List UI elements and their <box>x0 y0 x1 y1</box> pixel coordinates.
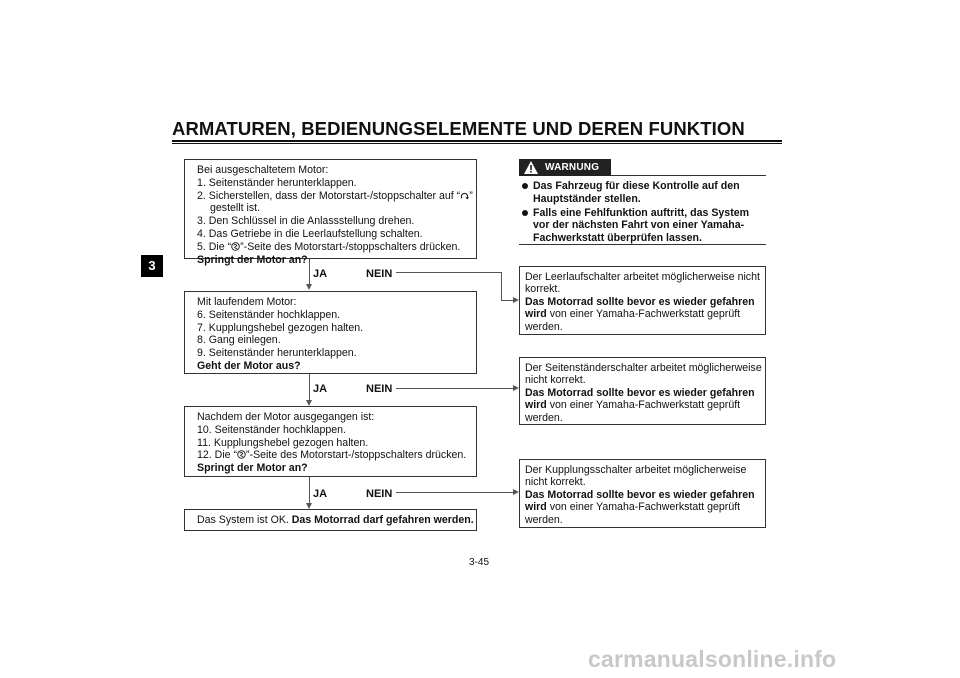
result-line: Der Kupplungsschalter arbeitet möglicherweise <box>525 464 747 476</box>
no-connector <box>396 388 513 389</box>
step2-box <box>184 291 477 374</box>
step1-line: gestellt ist. <box>210 202 261 215</box>
title-rule-thin <box>172 143 782 144</box>
step2-line: 9. Seitenständer herunterklappen. <box>197 347 357 360</box>
warning-badge <box>519 159 611 176</box>
engine-run-icon <box>460 191 469 200</box>
flow-arrow-down <box>309 259 310 284</box>
page-title: ARMATUREN, BEDIENUNGSELEMENTE UND DEREN FUNKTION <box>172 118 745 139</box>
result-line: werden. <box>525 320 563 333</box>
warning-list <box>521 180 766 246</box>
start-button-icon <box>231 242 240 251</box>
bullet-icon <box>522 183 528 189</box>
result-line: wird von einer Yamaha-Fachwerkstatt geprüft <box>525 308 741 321</box>
arrowhead-down-icon <box>306 284 312 290</box>
warning-triangle-icon <box>523 160 539 175</box>
no-connector <box>501 300 513 301</box>
step1-line: 5. Die “ ”-Seite des Motorstart-/stoppschalters drücken. <box>197 240 461 253</box>
warning-bottom-rule <box>519 244 766 245</box>
step1-line: Bei ausgeschaltetem Motor: <box>197 164 329 176</box>
result-line: nicht korrekt. <box>525 374 586 387</box>
step3-line: 10. Seitenständer hochklappen. <box>197 423 347 436</box>
result-line: Der Leerlaufschalter arbeitet möglicherweise nicht <box>525 271 760 283</box>
watermark: carmanualsonline.info <box>588 646 837 672</box>
flow-arrow-down <box>309 477 310 503</box>
result-box-sidestand-switch <box>519 357 766 425</box>
warning-top-rule <box>611 175 766 176</box>
yes-label: JA <box>313 268 328 280</box>
start-button-icon <box>237 450 246 459</box>
step3-question: Springt der Motor an? <box>197 462 308 475</box>
warning-item: Falls eine Fehlfunktion auftritt, das System vor der nächsten Fahrt von einer Yamaha-Fachwerkstatt überprüfen lassen. <box>521 207 766 245</box>
result-emphasis: Das Motorrad sollte bevor es wieder gefahren <box>525 386 755 399</box>
step1-line: 2. Sicherstellen, dass der Motorstart-/stoppschalter auf “ ” <box>197 189 473 202</box>
step2-line: 6. Seitenständer hochklappen. <box>197 308 341 321</box>
result-emphasis: Das Motorrad sollte bevor es wieder gefahren <box>525 295 755 308</box>
flow-arrow-down <box>309 374 310 400</box>
result-emphasis: Das Motorrad sollte bevor es wieder gefahren <box>525 488 755 501</box>
result-line: werden. <box>525 411 563 424</box>
no-label: NEIN <box>366 383 393 395</box>
result-line: wird von einer Yamaha-Fachwerkstatt geprüft <box>525 501 741 514</box>
step1-line: 4. Das Getriebe in die Leerlaufstellung schalten. <box>197 227 423 240</box>
final-box <box>184 509 477 531</box>
yes-label: JA <box>313 488 328 500</box>
result-line: nicht korrekt. <box>525 476 586 489</box>
result-line: Der Seitenständerschalter arbeitet möglicherweise <box>525 362 762 374</box>
result-line: wird von einer Yamaha-Fachwerkstatt geprüft <box>525 399 741 412</box>
step1-box <box>184 159 477 266</box>
step3-line: Nachdem der Motor ausgegangen ist: <box>197 411 375 423</box>
result-box-clutch-switch <box>519 459 766 528</box>
step3-line: 11. Kupplungshebel gezogen halten. <box>197 436 369 449</box>
step1-question: Springt der Motor an? <box>197 253 308 266</box>
chapter-tab: 3 <box>141 255 163 277</box>
step2-line: 8. Gang einlegen. <box>197 334 281 347</box>
result-line: werden. <box>525 513 563 526</box>
step3-line: 12. Die “ ”-Seite des Motorstart-/stoppschalters drücken. <box>197 449 467 462</box>
step2-line: Mit laufendem Motor: <box>197 296 297 308</box>
no-connector <box>396 492 513 493</box>
result-line: korrekt. <box>525 283 561 296</box>
yes-label: JA <box>313 383 328 395</box>
page-number: 3-45 <box>469 557 490 568</box>
step1-line: 3. Den Schlüssel in die Anlassstellung drehen. <box>197 215 415 228</box>
step1-line: 1. Seitenständer herunterklappen. <box>197 176 357 189</box>
step2-question: Geht der Motor aus? <box>197 359 301 372</box>
no-label: NEIN <box>366 488 393 500</box>
bullet-icon <box>522 210 528 216</box>
no-connector <box>396 272 501 273</box>
title-rule <box>172 140 782 142</box>
no-label: NEIN <box>366 268 393 280</box>
final-prefix: Das System ist OK. <box>197 514 292 526</box>
final-line <box>197 514 474 527</box>
step2-line: 7. Kupplungshebel gezogen halten. <box>197 321 364 334</box>
result-box-neutral-switch <box>519 266 766 335</box>
step3-box <box>184 406 477 477</box>
final-statement: Das Motorrad darf gefahren werden. <box>291 514 474 526</box>
warning-item: Das Fahrzeug für diese Kontrolle auf den Hauptständer stellen. <box>521 180 766 206</box>
warning-label: WARNUNG <box>545 162 600 173</box>
no-connector <box>501 272 502 300</box>
